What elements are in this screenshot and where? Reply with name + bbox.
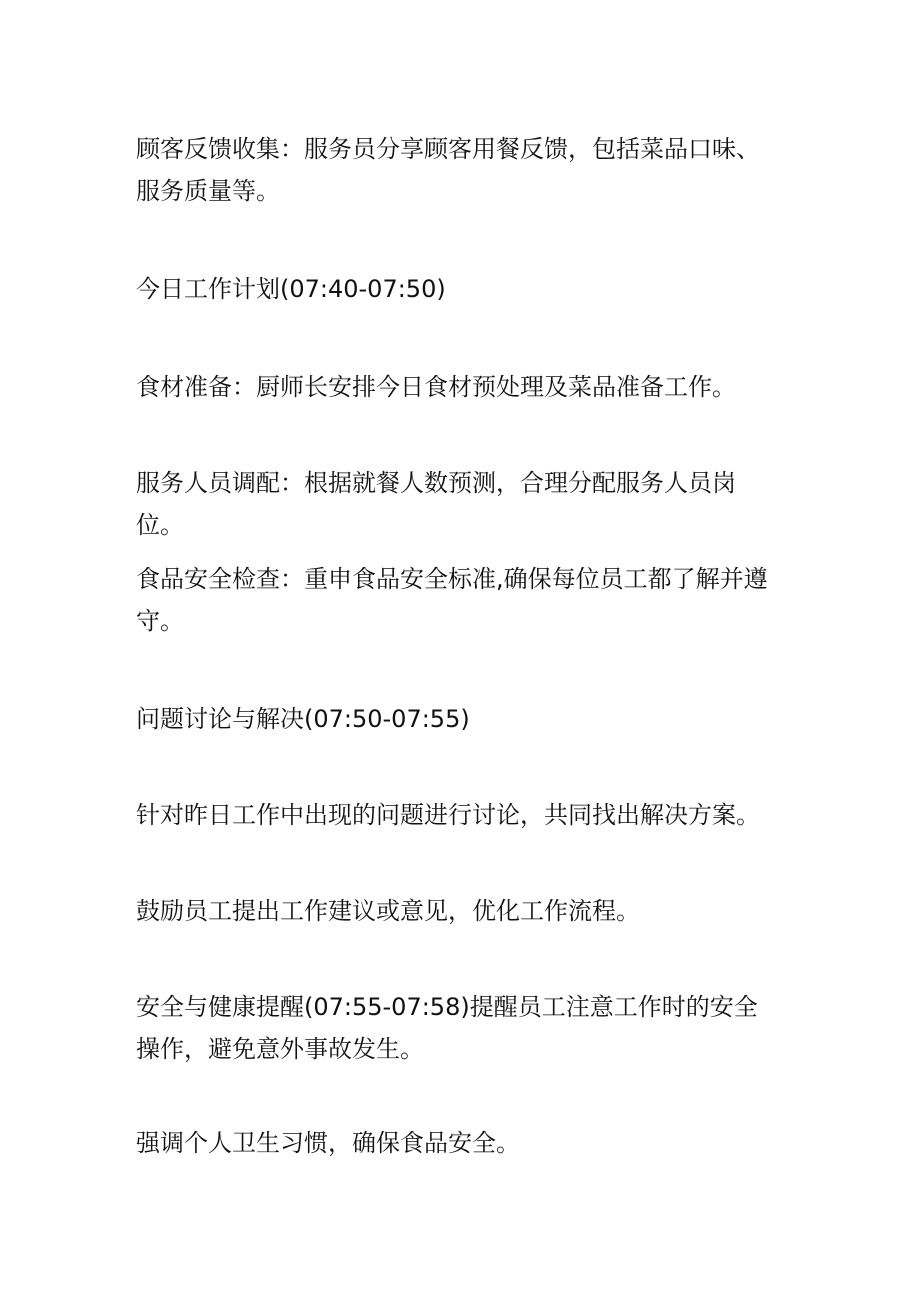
paragraph-safety-health-reminder: 安全与健康提醒(07:55-07:58)提醒员工注意工作时的安全操作，避免意外事故发生。 xyxy=(136,993,758,1063)
heading-today-work-plan: 今日工作计划(07:40-07:50) xyxy=(136,275,446,303)
paragraph-staff-allocation: 服务人员调配：根据就餐人数预测，合理分配服务人员岗位。 xyxy=(136,469,736,539)
paragraph-discuss-yesterday-issues: 针对昨日工作中出现的问题进行讨论，共同找出解决方案。 xyxy=(136,801,760,829)
heading-problem-discussion: 问题讨论与解决(07:50-07:55) xyxy=(136,705,470,733)
paragraph-customer-feedback: 顾客反馈收集：服务员分享顾客用餐反馈，包括菜品口味、服务质量等。 xyxy=(136,135,760,205)
paragraph-personal-hygiene: 强调个人卫生习惯，确保食品安全。 xyxy=(136,1129,520,1157)
paragraph-food-safety-check: 食品安全检查：重申食品安全标准,确保每位员工都了解并遵守。 xyxy=(136,565,768,635)
paragraph-ingredient-prep: 食材准备：厨师长安排今日食材预处理及菜品准备工作。 xyxy=(136,373,736,401)
paragraph-encourage-suggestions: 鼓励员工提出工作建议或意见，优化工作流程。 xyxy=(136,897,640,925)
